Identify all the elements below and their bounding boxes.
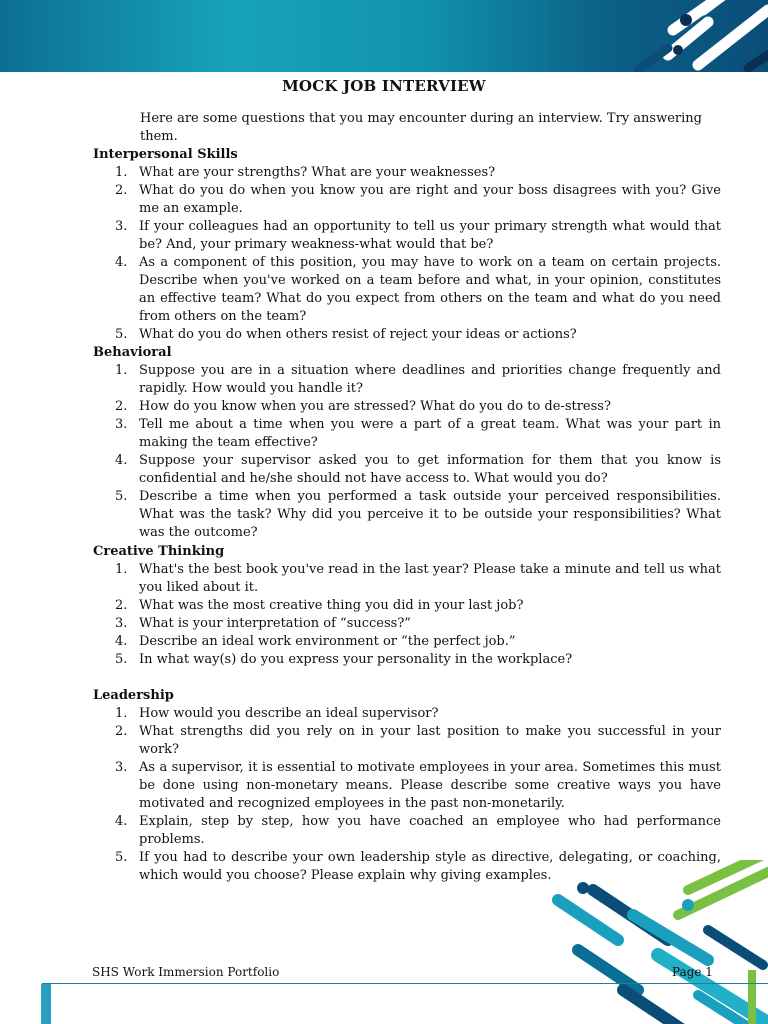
footer-left-bar (41, 984, 51, 1024)
section-heading: Leadership (93, 688, 174, 703)
list-item: 1. What are your strengths? What are your weaknesses? (115, 165, 496, 180)
footer-divider (42, 983, 768, 984)
footer-page-number: Page 1 (672, 965, 713, 979)
list-item: 5. What do you do when others resist of reject your ideas or actions? (115, 327, 577, 342)
list-item: 1. What's the best book you've read in the last year? Please take a minute and tell us what you liked about it. (115, 562, 721, 595)
question-list (93, 561, 721, 669)
section-creative-thinking (93, 543, 721, 669)
section-leadership (93, 687, 721, 885)
page-title: MOCK JOB INTERVIEW (282, 77, 486, 95)
list-item: 1. Suppose you are in a situation where deadlines and priorities change frequently and rapidly. How would you handle it? (115, 363, 721, 396)
list-item: 2. What was the most creative thing you did in your last job? (115, 598, 524, 613)
footer-portfolio-label: SHS Work Immersion Portfolio (92, 965, 280, 979)
footer-decoration (538, 860, 768, 1024)
header-decoration (468, 0, 768, 72)
list-item: 4. Explain, step by step, how you have coached an employee who had performance problems. (115, 814, 721, 847)
list-item: 3. What is your interpretation of “success?” (115, 616, 411, 631)
list-item: 3. As a supervisor, it is essential to motivate employees in your area. Sometimes this must be done using non-monetary means. Please describe some creative ways you have motivated and recognized employees in the past non-monetarily. (115, 760, 721, 811)
list-item: 3. If your colleagues had an opportunity to tell us your primary strength what would that be? And, your primary weakness-what would that be? (115, 219, 721, 252)
list-item: 2. How do you know when you are stressed? What do you do to de-stress? (115, 399, 611, 414)
list-item: 4. Suppose your supervisor asked you to get information for them that you know is confidential and he/she should not have access to. What would you do? (115, 453, 721, 486)
question-list (93, 705, 721, 885)
question-list (93, 362, 721, 542)
list-item: 3. Tell me about a time when you were a part of a great team. What was your part in making the team effective? (115, 417, 721, 450)
section-heading: Creative Thinking (93, 544, 225, 559)
section-heading: Interpersonal Skills (93, 147, 238, 162)
section-heading: Behavioral (93, 345, 172, 360)
intro-text: Here are some questions that you may encounter during an interview. Try answering them. (140, 111, 702, 144)
list-item: 5. If you had to describe your own leadership style as directive, delegating, or coaching, which would you choose? Please explain why giving examples. (115, 850, 721, 883)
list-item: 4. Describe an ideal work environment or “the perfect job.” (115, 634, 516, 649)
section-behavioral (93, 344, 721, 542)
list-item: 2. What strengths did you rely on in your last position to make you successful in your work? (115, 724, 721, 757)
list-item: 2. What do you do when you know you are right and your boss disagrees with you? Give me an example. (115, 183, 721, 216)
list-item: 5. Describe a time when you performed a task outside your perceived responsibilities. What was the task? Why did you perceive it to be outside your responsibilities? What was the outcome? (115, 489, 721, 540)
question-list (93, 164, 721, 344)
section-interpersonal-skills (93, 146, 721, 344)
list-item: 4. As a component of this position, you may have to work on a team on certain projects. Describe when you've worked on a team before and what, in your opinion, constitutes an effective team? What do you expect from others on the team and what do you need from others on the team? (115, 255, 721, 324)
list-item: 1. How would you describe an ideal supervisor? (115, 706, 439, 721)
list-item: 5. In what way(s) do you express your personality in the workplace? (115, 652, 573, 667)
